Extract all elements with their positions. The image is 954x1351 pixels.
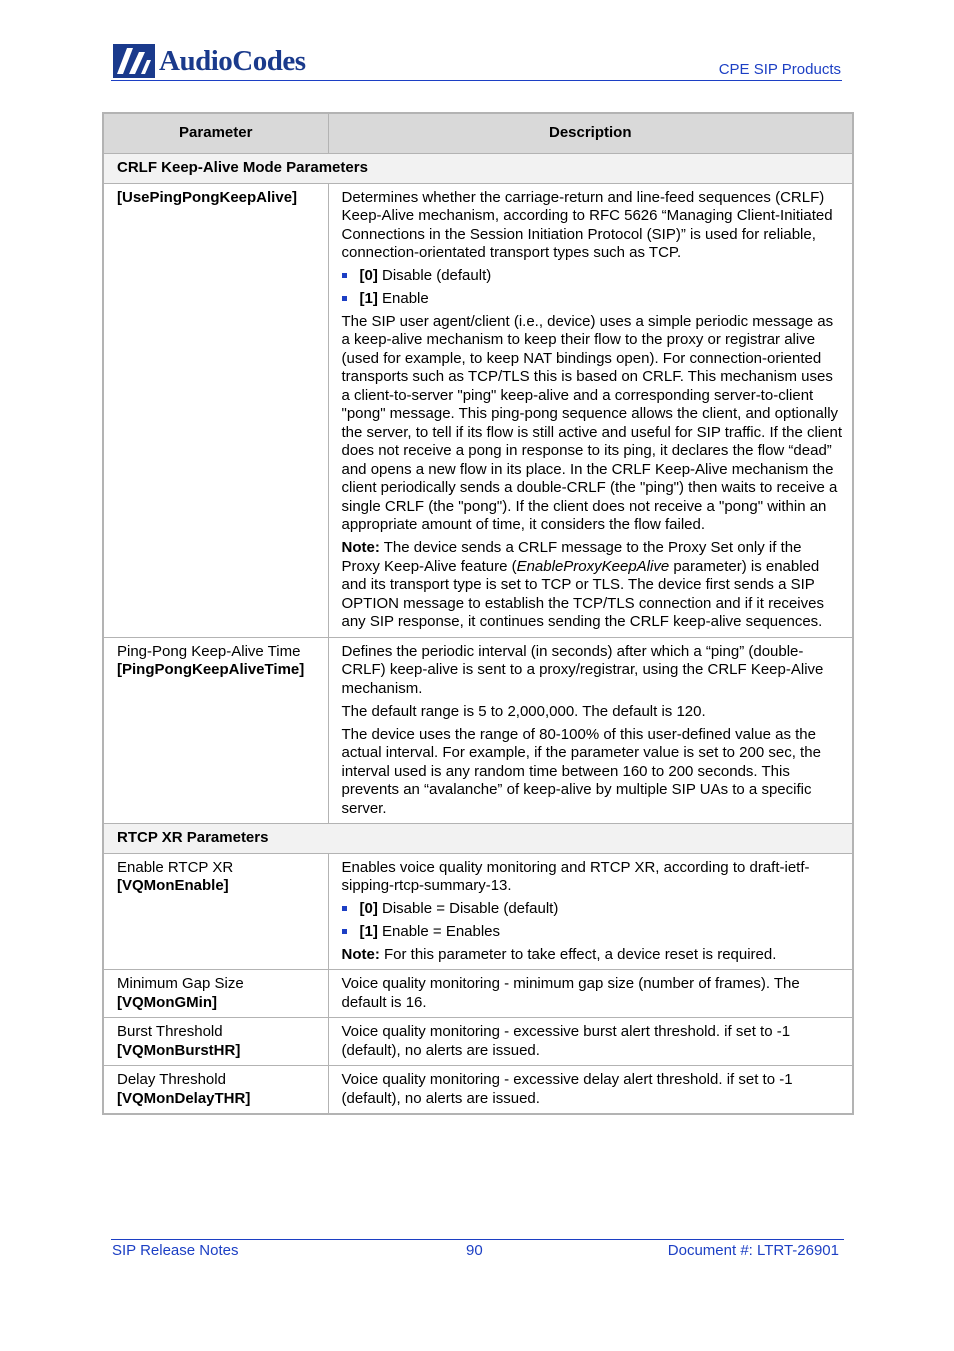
parameter-cell: [103, 183, 328, 637]
parameter-label: Delay Threshold: [117, 1071, 226, 1088]
parameter-name: [VQMonEnable]: [117, 877, 229, 894]
header-title: CPE SIP Products: [718, 61, 841, 78]
table-header-row: [103, 113, 853, 154]
description-cell: [328, 1066, 853, 1115]
footer-doc-title: SIP Release Notes: [112, 1242, 239, 1259]
description-text: The default range is 5 to 2,000,000. The default is 120.: [341, 702, 706, 720]
footer-divider: [111, 1239, 844, 1240]
description-cell: [328, 1018, 853, 1066]
parameters-table: [102, 112, 854, 1115]
parameter-label: Burst Threshold: [117, 1023, 223, 1040]
table-row: [103, 853, 853, 970]
list-item: [0] Disable = Disable (default): [342, 900, 844, 919]
description-text: Voice quality monitoring - excessive burst alert threshold. if set to -1 (default), no alerts are issued.: [341, 1023, 791, 1059]
parameter-name: [VQMonDelayTHR]: [117, 1089, 251, 1107]
parameter-name: [PingPongKeepAliveTime]: [117, 661, 305, 678]
description-text: Defines the periodic interval (in seconds) after which a “ping” (double-CRLF) keep-alive is sent to a proxy/registrar, using the CRLF Keep-Alive mechanism.: [341, 642, 824, 697]
section-title-crlf: CRLF Keep-Alive Mode Parameters: [103, 154, 853, 184]
page-number: 90: [466, 1242, 483, 1259]
list-item: [0] Disable (default): [342, 267, 844, 286]
description-text: Voice quality monitoring - excessive delay alert threshold. if set to -1 (default), no alerts are issued.: [341, 1071, 793, 1107]
description-cell: [328, 970, 853, 1018]
parameter-label: Enable RTCP XR: [117, 858, 234, 876]
list-item: [1] Enable: [342, 290, 844, 309]
parameter-name: [UsePingPongKeepAlive]: [117, 188, 298, 206]
description-cell: [328, 183, 853, 637]
option-list: [342, 900, 844, 941]
logo-wordmark: AudioCodes: [159, 44, 306, 77]
parameter-label: Minimum Gap Size: [117, 975, 244, 992]
parameter-cell: [103, 1066, 328, 1115]
description-cell: [328, 637, 853, 824]
parameter-cell: [103, 970, 328, 1018]
description-text: The SIP user agent/client (i.e., device) uses a simple periodic message as a keep-alive mechanism to keep their flow to the proxy or registrar alive (used for example, to keep NAT bindings open). For connection-oriented transports such as TCP/TLS this is based on CRLF. This mechanism uses a client-to-server "ping" keep-alive and a corresponding server-to-client "pong" message. This ping-pong sequence allows the client, and optionally the server, to tell if its flow is still active and useful for SIP traffic. If the client does not receive a pong in response to its ping, it declares the flow “dead” and opens a new flow in its place. In the CRLF Keep-Alive mechanism the client periodically sends a double-CRLF (the "ping") then waits to receive a single CRLF (the "pong"). If the client does not receive a "pong" within an appropriate amount of time, it considers the flow failed.: [341, 312, 842, 533]
column-header-description: Description: [328, 113, 853, 154]
header-divider: [111, 80, 842, 81]
option-list: [342, 267, 844, 308]
parameter-name: [VQMonBurstHR]: [117, 1041, 241, 1059]
company-logo: [113, 42, 306, 80]
table-row: [103, 183, 853, 637]
table-row: [103, 1066, 853, 1115]
note-text: Note: The device sends a CRLF message to the Proxy Set only if the Proxy Keep-Alive feature (EnableProxyKeepAlive parameter) is enabled and its transport type is set to TCP or TLS. The device first sends a SIP OPTION message to establish the TCP/TLS connection and if it receives any SIP response, it continues sending the CRLF keep-alive sequences.: [341, 539, 824, 630]
column-header-parameter: Parameter: [103, 113, 328, 154]
parameter-label: Ping-Pong Keep-Alive Time: [117, 642, 301, 660]
section-row: [103, 824, 853, 854]
section-row: [103, 154, 853, 184]
description-text: Voice quality monitoring - minimum gap size (number of frames). The default is 16.: [341, 975, 800, 1011]
parameter-cell: [103, 853, 328, 970]
note-text: Note: For this parameter to take effect, a device reset is required.: [341, 945, 777, 963]
section-title-rtcp: RTCP XR Parameters: [103, 824, 853, 854]
description-text: Determines whether the carriage-return and line-feed sequences (CRLF) Keep-Alive mechanism, according to RFC 5626 “Managing Client-Initiated Connections in the Session Initiation Protocol (SIP)” is used for reliable, connection-orientated transport types such as TCP.: [341, 188, 833, 261]
table-row: [103, 1018, 853, 1066]
footer-doc-number: Document #: LTRT-26901: [667, 1242, 839, 1259]
parameter-cell: [103, 637, 328, 824]
parameter-cell: [103, 1018, 328, 1066]
list-item: [1] Enable = Enables: [342, 923, 844, 942]
audiocodes-logo-icon: [113, 44, 155, 78]
description-text: Enables voice quality monitoring and RTCP XR, according to draft-ietf-sipping-rtcp-summary-13.: [341, 858, 810, 894]
description-text: The device uses the range of 80-100% of this user-defined value as the actual interval. For example, if the parameter value is set to 200 sec, the interval used is any random time between 160 to 200 seconds. This prevents an “avalanche” of keep-alive by multiple SIP UAs to a specific server.: [341, 725, 821, 817]
parameter-name: [VQMonGMin]: [117, 993, 217, 1011]
table-row: [103, 970, 853, 1018]
description-cell: [328, 853, 853, 970]
table-row: [103, 637, 853, 824]
